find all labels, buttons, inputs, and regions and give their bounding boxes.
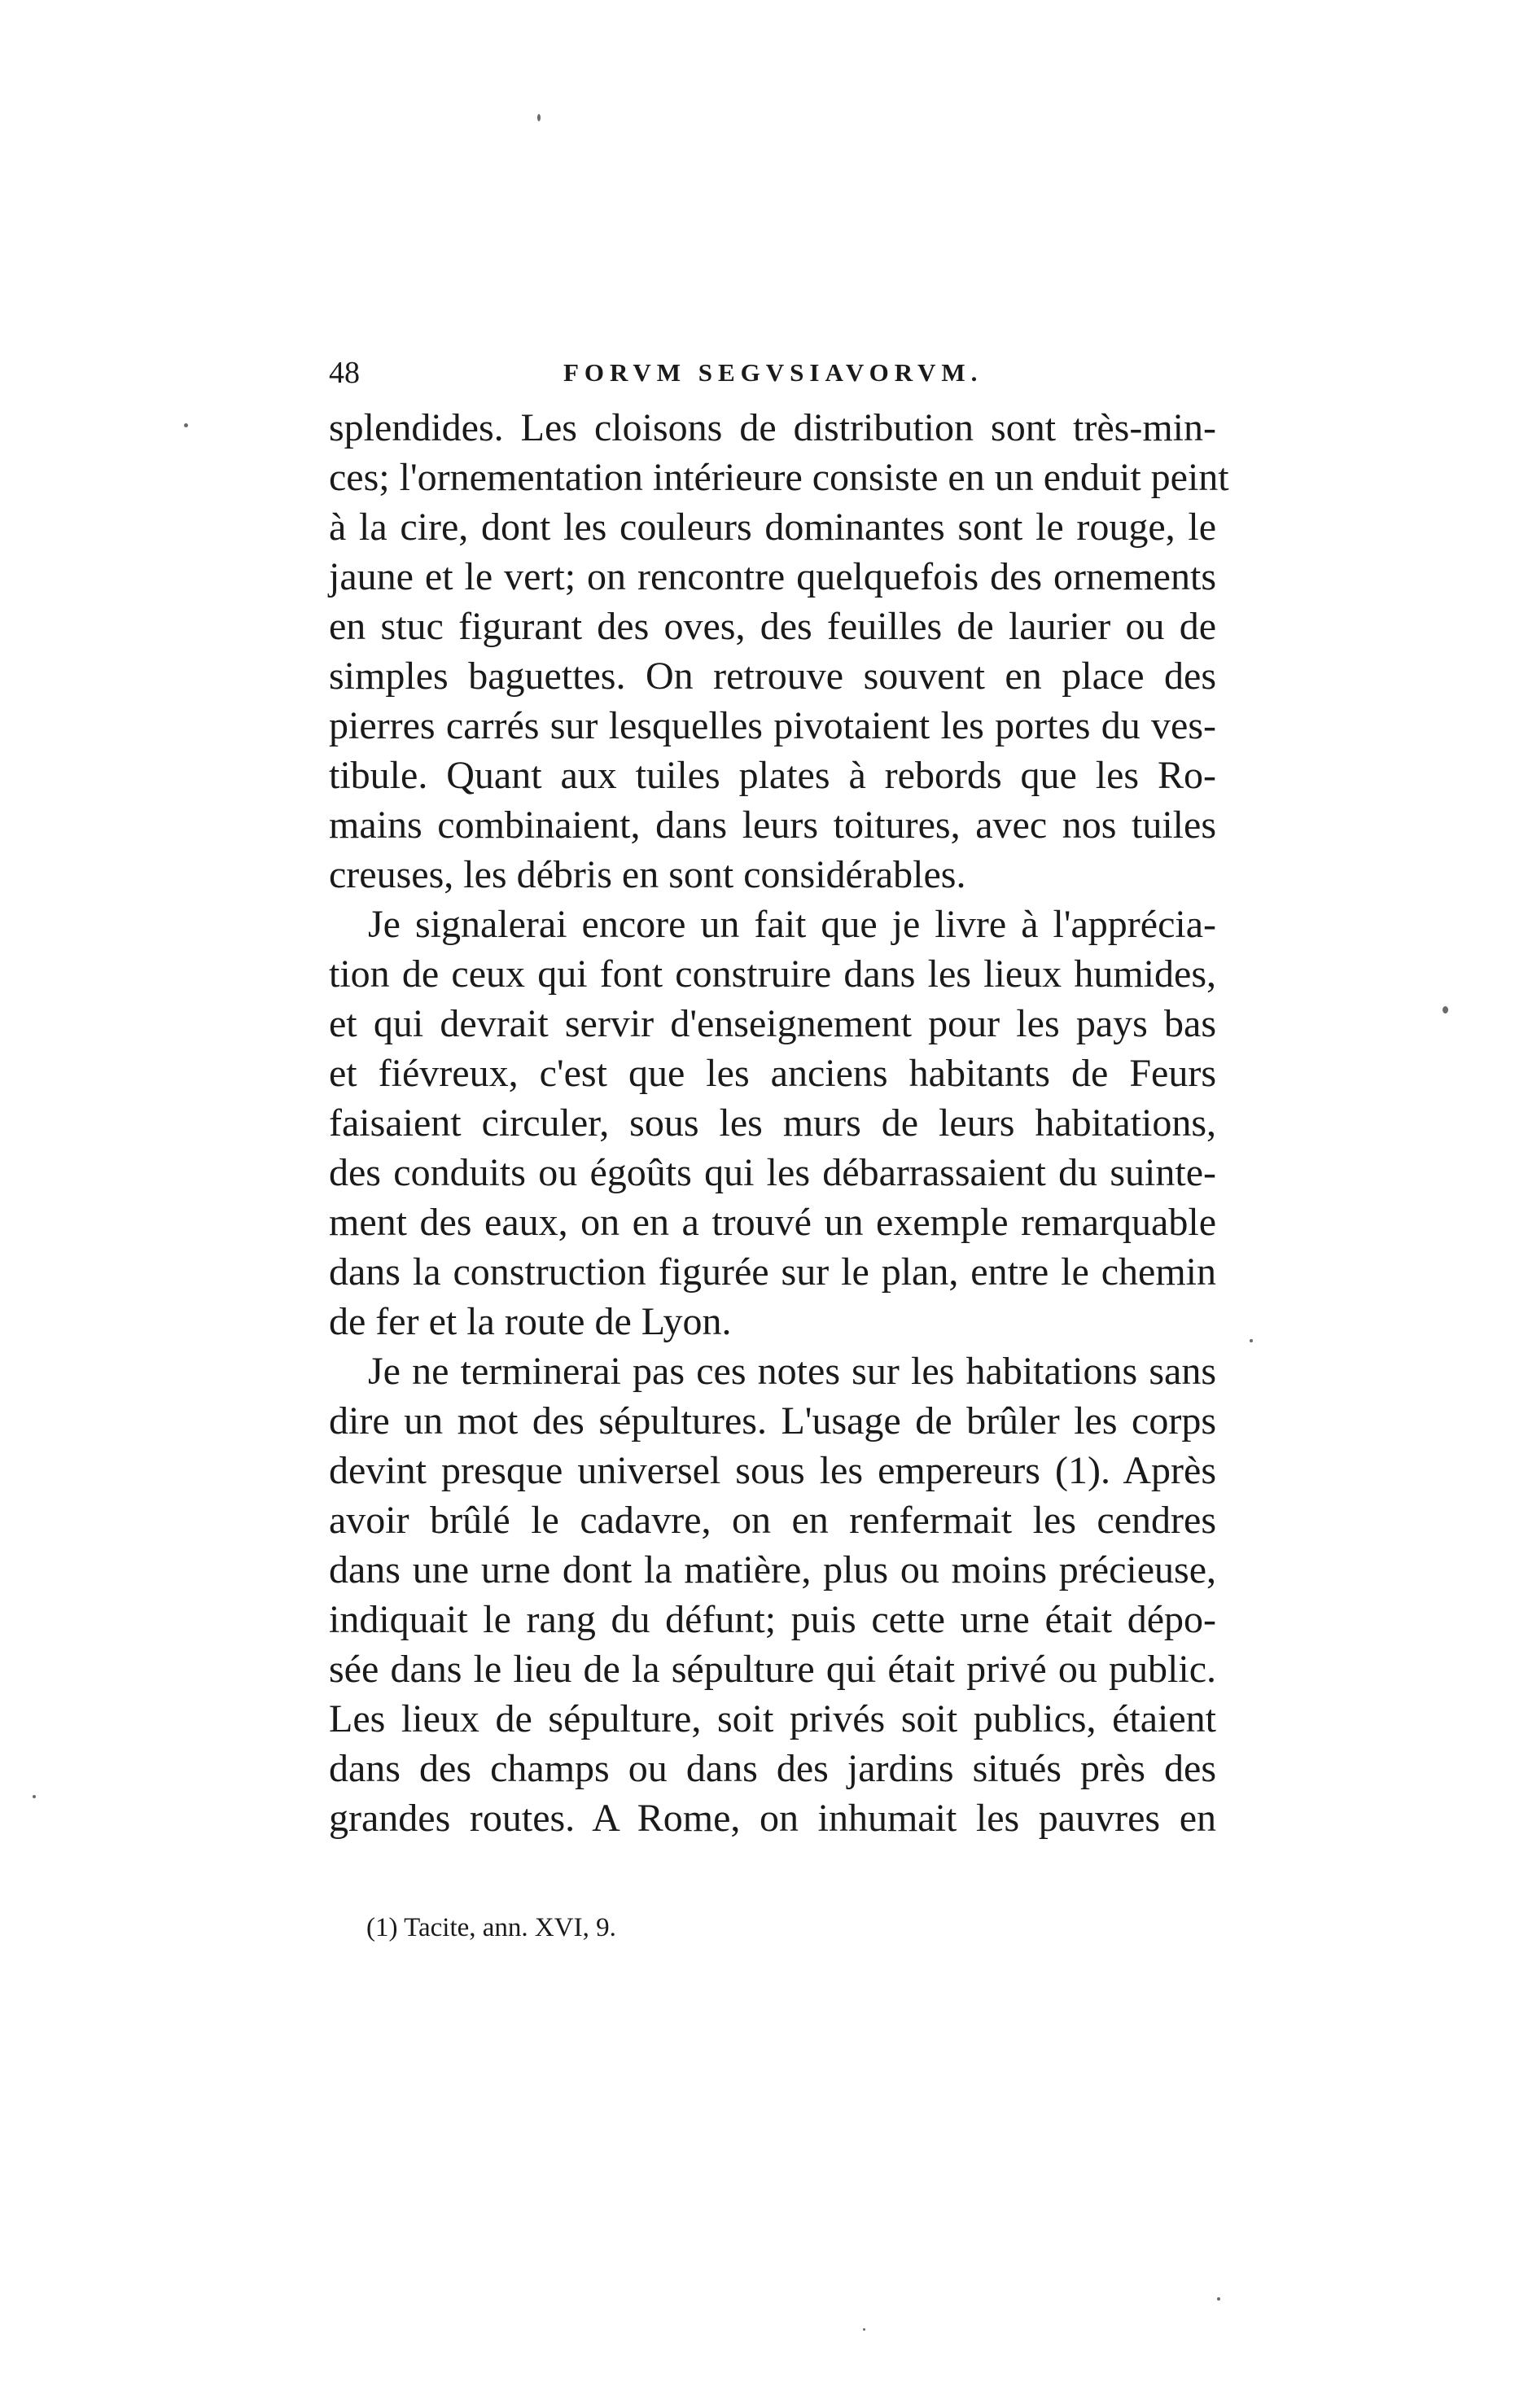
text-line: grandes routes. A Rome, on inhumait les pauvres en [329, 1797, 1216, 1840]
paragraph-3 [329, 1346, 1216, 1843]
text-line: Je ne terminerai pas ces notes sur les habitations sans [368, 1350, 1216, 1393]
text-line: splendides. Les cloisons de distribution sont très-min- [329, 406, 1216, 449]
paper-speck [1217, 2297, 1220, 2301]
text-line: devint presque universel sous les empereurs (1). Après [329, 1449, 1216, 1492]
page-number: 48 [329, 356, 360, 390]
text-line: dans des champs ou dans des jardins situés près des [329, 1747, 1216, 1790]
paper-speck [863, 2328, 865, 2331]
text-line: faisaient circuler, sous les murs de leurs habitations, [329, 1101, 1216, 1145]
text-line: Je signalerai encore un fait que je livre à l'apprécia- [368, 903, 1216, 946]
page-header [329, 348, 1216, 397]
text-line: creuses, les débris en sont considérables. [329, 853, 966, 896]
text-line: dans la construction figurée sur le plan, entre le chemin [329, 1250, 1216, 1294]
paper-speck [1250, 1339, 1253, 1342]
text-line: en stuc figurant des oves, des feuilles de laurier ou de [329, 605, 1216, 648]
text-line: des conduits ou égoûts qui les débarrassaient du suinte- [329, 1151, 1216, 1194]
paper-speck [1443, 1006, 1448, 1014]
text-line: tibule. Quant aux tuiles plates à rebords que les Ro- [329, 754, 1216, 797]
text-line: ment des eaux, on en a trouvé un exemple remarquable [329, 1201, 1216, 1244]
text-line: pierres carrés sur lesquelles pivotaient les portes du ves- [329, 704, 1216, 747]
text-line: Les lieux de sépulture, soit privés soit publics, étaient [329, 1697, 1216, 1740]
text-line: indiquait le rang du défunt; puis cette urne était dépo- [329, 1598, 1216, 1641]
paragraph-1 [329, 403, 1229, 900]
text-line: dans une urne dont la matière, plus ou moins précieuse, [329, 1548, 1216, 1591]
text-line: avoir brûlé le cadavre, on en renfermait les cendres [329, 1499, 1216, 1542]
text-line: simples baguettes. On retrouve souvent en place des [329, 655, 1216, 698]
text-line: et qui devrait servir d'enseignement pour les pays bas [329, 1002, 1216, 1045]
text-line: jaune et le vert; on rencontre quelquefois des ornements [329, 555, 1216, 598]
paper-speck [33, 1795, 36, 1798]
paragraph-2 [329, 900, 1216, 1346]
text-line: sée dans le lieu de la sépulture qui était privé ou public. [329, 1648, 1216, 1691]
text-line: dire un mot des sépultures. L'usage de brûler les corps [329, 1399, 1216, 1443]
footnote: (1) Tacite, ann. XVI, 9. [366, 1913, 616, 1942]
text-line: de fer et la route de Lyon. [329, 1300, 732, 1343]
text-line: tion de ceux qui font construire dans les lieux humides, [329, 952, 1216, 996]
body-text [329, 403, 1229, 1843]
paper-speck [184, 423, 188, 427]
paper-speck [537, 114, 541, 121]
text-line: ces; l'ornementation intérieure consiste en un enduit peint [329, 456, 1229, 499]
text-line: mains combinaient, dans leurs toitures, avec nos tuiles [329, 803, 1216, 847]
text-line: et fiévreux, c'est que les anciens habitants de Feurs [329, 1052, 1216, 1095]
text-line: à la cire, dont les couleurs dominantes sont le rouge, le [329, 506, 1216, 549]
running-title: FORVM SEGVSIAVORVM. [563, 358, 983, 387]
